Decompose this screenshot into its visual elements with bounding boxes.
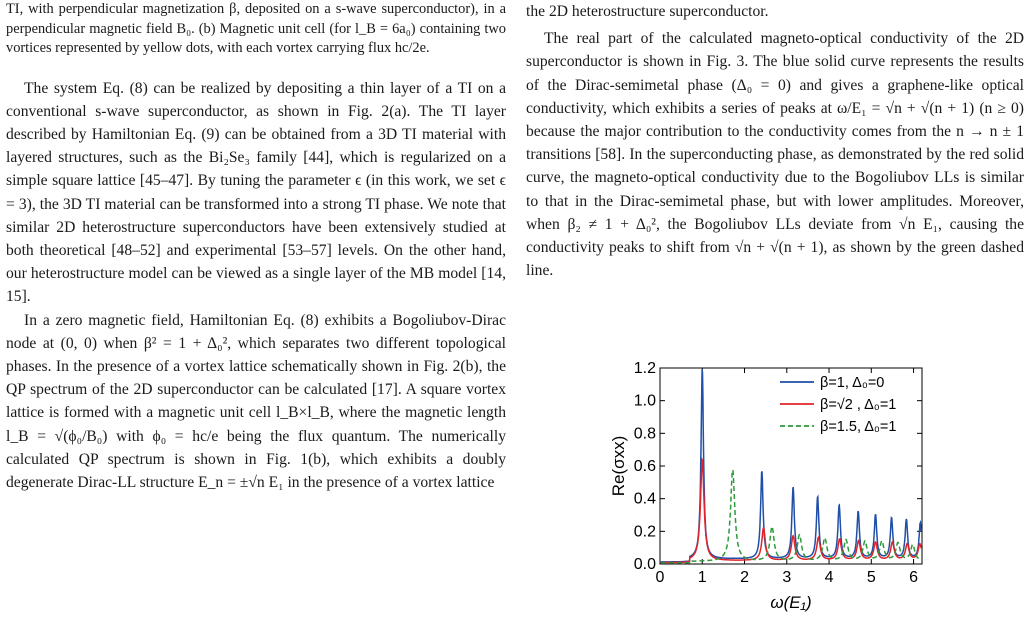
x-tick-label: 4 xyxy=(824,569,834,586)
y-tick-label: 0.2 xyxy=(633,523,656,541)
body-line-continuation: the 2D heterostructure superconductor. xyxy=(526,3,769,20)
conductivity-chart xyxy=(610,360,940,620)
y-axis-label: Re(σxx) xyxy=(610,435,628,497)
x-tick-label: 2 xyxy=(740,569,749,586)
right-column xyxy=(526,0,1024,282)
legend-label-1: β=√2 , Δ₀=1 xyxy=(820,397,897,413)
legend-label-0: β=1, Δ₀=0 xyxy=(820,375,885,391)
y-tick-label: 1.2 xyxy=(633,360,656,377)
x-axis-label: ω(E₁) xyxy=(770,593,812,612)
x-tick-label: 3 xyxy=(782,569,792,586)
body-paragraph-2: In a zero magnetic field, Hamiltonian Eq. (8) exhibits a Bogoliubov-Dirac node at (0, 0) when β² = 1 + Δ₀², which separates two different topological phases. In the presence of a vortex lattice schematically shown in Fig. 2(b), the QP spectrum of the 2D superconductor can be calculated [17]. A square vortex lattice is formed with a magnetic unit cell l_B×l_B, where the magnetic length l_B = √(ϕ₀/B₀) with ϕ₀ = hc/e being the flux quantum. The numerically calculated QP spectrum is shown in Fig. 1(b), which exhibits a doubly degenerate Dirac-LL structure E_n = ±√n E₁ in the presence of a vortex lattice xyxy=(6,311,506,491)
body-paragraph-3: The real part of the calculated magneto-optical conductivity of the 2D superconductor is shown in Fig. 3. The blue solid curve represents the results of the Dirac-semimetal phase (Δ₀ = 0) and gives a graphene-like optical conductivity, which exhibits a series of peaks at ω/E₁ = √n + √(n + 1) (n ≥ 0) because the major contribution to the conductivity comes from the n → n ± 1 transitions [58]. In the superconducting phase, as demonstrated by the red solid curve, the magneto-optical conductivity due to the Bogoliubov LLs is similar to that in the Dirac-semimetal phase, but with lower amplitudes. Moreover, when β₂ ≠ 1 + Δ₀², the Bogoliubov LLs deviate from √n E₁, causing the conductivity peaks to shift from √n + √(n + 1), as shown by the green dashed line. xyxy=(526,30,1024,280)
x-tick-label: 1 xyxy=(697,569,707,586)
y-tick-label: 0.8 xyxy=(633,425,656,443)
body-paragraph-1: The system Eq. (8) can be realized by depositing a thin layer of a TI on a conventional s-wave superconductor, as shown in Fig. 2(a). The TI layer described by Hamiltonian Eq. (9) can be obtained from a 3D TI material with layered structures, such as the Bi₂Se₃ family [44], which is regularized on a simple square lattice [45–47]. By tuning the parameter ϵ (in this work, we set ϵ = 3), the 3D TI material can be transformed into a strong TI phase. We note that similar 2D heterostructure superconductors have been extensively studied at both theoretical [48–52] and experimental [53–57] levels. On the other hand, our heterostructure model can be viewed as a single layer of the MB model [14, 15]. xyxy=(6,79,506,306)
y-tick-label: 0.4 xyxy=(633,490,656,508)
legend-label-2: β=1.5, Δ₀=1 xyxy=(820,419,897,435)
figure-caption-fragment: TI, with perpendicular magnetization β, deposited on a s-wave superconductor), in a perpendicular magnetic field B₀. (b) Magnetic unit cell (for l_B = 6a₀) containing two vortices represented by yellow dots, with each vortex carrying flux hc/2e. xyxy=(6,1,506,56)
conductivity-figure xyxy=(610,360,940,620)
x-tick-label: 6 xyxy=(909,569,919,586)
y-tick-label: 0.0 xyxy=(633,556,656,573)
x-tick-label: 5 xyxy=(866,569,876,586)
y-tick-label: 1.0 xyxy=(633,392,656,410)
left-column xyxy=(6,0,506,494)
x-tick-label: 0 xyxy=(655,569,665,586)
y-tick-label: 0.6 xyxy=(633,458,656,475)
